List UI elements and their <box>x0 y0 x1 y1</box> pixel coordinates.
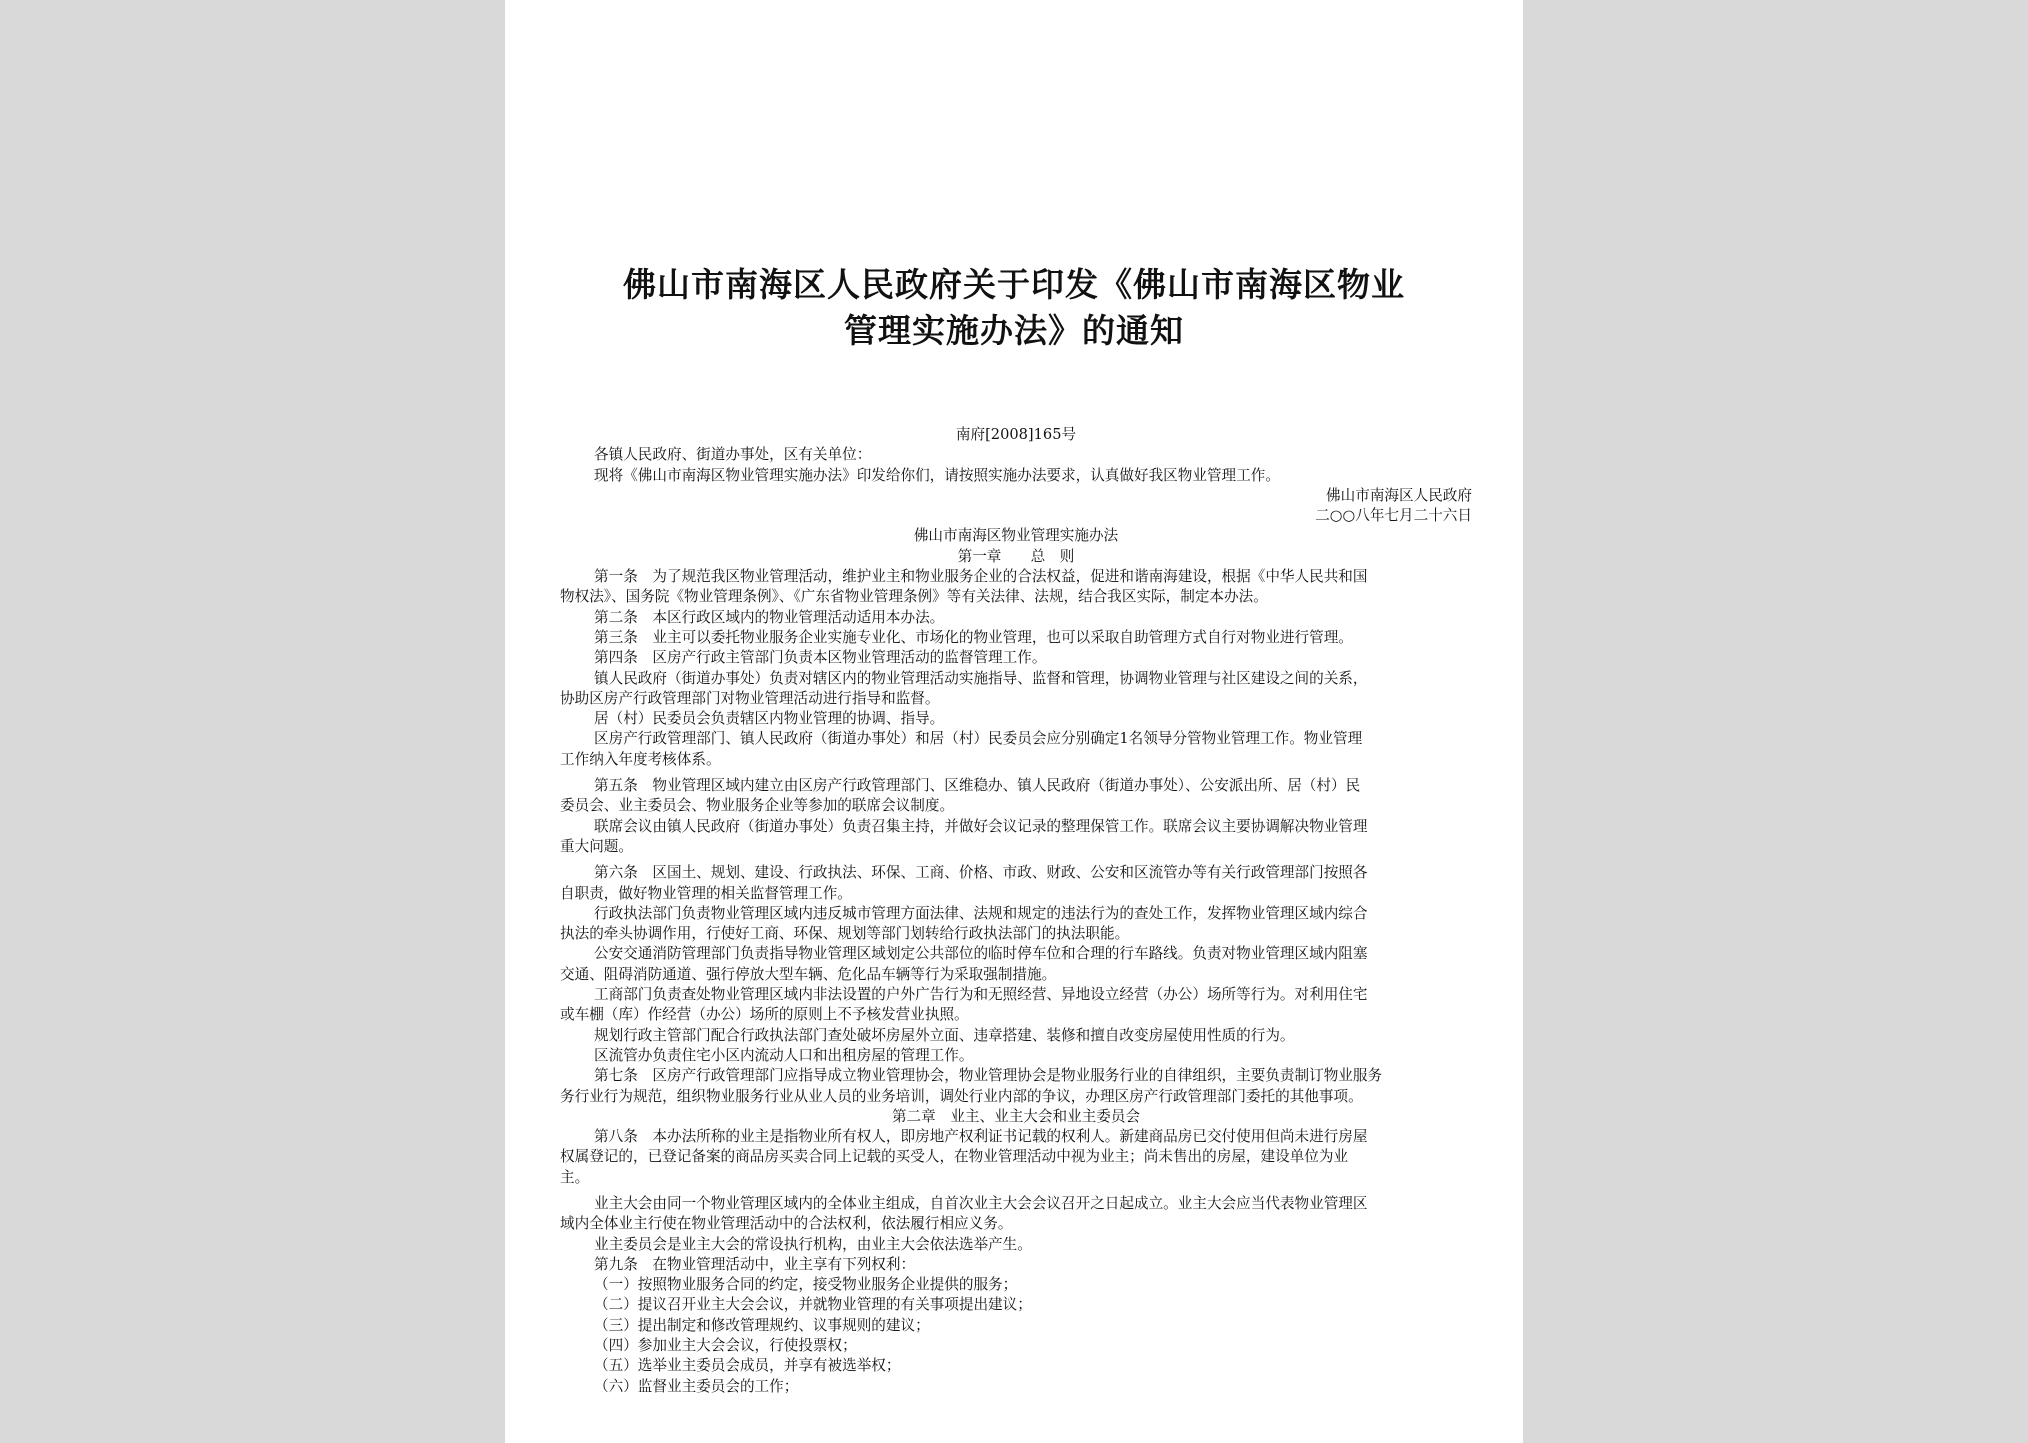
title-line-1: 佛山市南海区人民政府关于印发《佛山市南海区物业 <box>623 265 1405 304</box>
issuer: 佛山市南海区人民政府 <box>1326 486 1472 504</box>
body-line: 第七条 区房产行政管理部门应指导成立物业管理协会，物业管理协会是物业服务行业的自律组织，主要负责制订物业服务 <box>594 1067 1383 1085</box>
body-line: 区流管办负责住宅小区内流动人口和出租房屋的管理工作。 <box>594 1046 974 1064</box>
body-line: 或车棚（库）作经营（办公）场所的原则上不予核发营业执照。 <box>560 1006 969 1024</box>
document-page <box>505 0 1523 1443</box>
body-line: 自职责，做好物业管理的相关监督管理工作。 <box>560 884 852 902</box>
body-line: 第九条 在物业管理活动中，业主享有下列权利： <box>594 1255 916 1273</box>
body-line: 第八条 本办法所称的业主是指物业所有权人，即房地产权利证书记载的权利人。新建商品房已交付使用但尚未进行房屋 <box>594 1128 1368 1146</box>
body-line: 规划行政主管部门配合行政执法部门查处破坏房屋外立面、违章搭建、装修和擅自改变房屋使用性质的行为。 <box>594 1026 1295 1044</box>
document-body <box>560 425 1472 1397</box>
body-line: 协助区房产行政管理部门对物业管理活动进行指导和监督。 <box>560 689 940 707</box>
body-line: 第一条 为了规范我区物业管理活动，维护业主和物业服务企业的合法权益，促进和谐南海建设，根据《中华人民共和国 <box>594 568 1368 586</box>
list-item: （二）提议召开业主大会会议，并就物业管理的有关事项提出建议； <box>594 1296 1032 1314</box>
body-line: 重大问题。 <box>560 837 633 855</box>
list-item: （六）监督业主委员会的工作； <box>594 1377 799 1395</box>
body-line: 居（村）民委员会负责辖区内物业管理的协调、指导。 <box>594 710 945 728</box>
body-line: 工商部门负责查处物业管理区域内非法设置的户外广告行为和无照经营、异地设立经营（办公）场所等行为。对利用住宅 <box>594 986 1368 1004</box>
list-item: （三）提出制定和修改管理规约、议事规则的建议； <box>594 1316 930 1334</box>
body-line: 域内全体业主行使在物业管理活动中的合法权利，依法履行相应义务。 <box>560 1215 1013 1233</box>
body-line: 公安交通消防管理部门负责指导物业管理区域划定公共部位的临时停车位和合理的行车路线。负责对物业管理区域内阻塞 <box>594 945 1368 963</box>
title-line-2: 管理实施办法》的通知 <box>844 311 1184 350</box>
body-line: 执法的牵头协调作用，行使好工商、环保、规划等部门划转给行政执法部门的执法职能。 <box>560 925 1130 943</box>
list-item: （五）选举业主委员会成员，并享有被选举权； <box>594 1357 901 1375</box>
body-line: 区房产行政管理部门、镇人民政府（街道办事处）和居（村）民委员会应分别确定1名领导分管物业管理工作。物业管理 <box>594 730 1363 748</box>
body-line: 工作纳入年度考核体系。 <box>560 750 721 768</box>
document-title <box>505 262 1523 354</box>
chapter-2-title: 第二章 业主、业主大会和业主委员会 <box>891 1107 1141 1125</box>
body-line: 交通、阻碍消防通道、强行停放大型车辆、危化品车辆等行为采取强制措施。 <box>560 965 1057 983</box>
addressee: 各镇人民政府、街道办事处，区有关单位： <box>594 446 872 464</box>
body-line: 业主委员会是业主大会的常设执行机构，由业主大会依法选举产生。 <box>594 1235 1032 1253</box>
body-line: 第五条 物业管理区域内建立由区房产行政管理部门、区维稳办、镇人民政府（街道办事处）、公安派出所、居（村）民 <box>594 777 1361 795</box>
body-line: 镇人民政府（街道办事处）负责对辖区内的物业管理活动实施指导、监督和管理，协调物业管理与社区建设之间的关系， <box>594 669 1368 687</box>
body-line: 业主大会由同一个物业管理区域内的全体业主组成，自首次业主大会会议召开之日起成立。业主大会应当代表物业管理区 <box>594 1194 1368 1212</box>
body-line: 物权法》、国务院《物业管理条例》、《广东省物业管理条例》等有关法律、法规，结合我区实际，制定本办法。 <box>560 588 1268 606</box>
doc-number: 南府[2008]165号 <box>955 426 1077 443</box>
body-line: 第三条 业主可以委托物业服务企业实施专业化、市场化的物业管理，也可以采取自助管理方式自行对物业进行管理。 <box>594 628 1353 646</box>
issue-date: 二○○八年七月二十六日 <box>1315 507 1472 525</box>
body-line: 主。 <box>560 1168 590 1186</box>
body-line: 第四条 区房产行政主管部门负责本区物业管理活动的监督管理工作。 <box>594 649 1047 667</box>
body-line: 委员会、业主委员会、物业服务企业等参加的联席会议制度。 <box>560 797 955 815</box>
body-line: 第六条 区国土、规划、建设、行政执法、环保、工商、价格、市政、财政、公安和区流管办等有关行政管理部门按照各 <box>594 864 1368 882</box>
body-line: 行政执法部门负责物业管理区域内违反城市管理方面法律、法规和规定的违法行为的查处工作，发挥物业管理区域内综合 <box>594 904 1368 922</box>
body-line: 第二条 本区行政区域内的物业管理活动适用本办法。 <box>594 608 945 626</box>
body-line: 权属登记的，已登记备案的商品房买卖合同上记载的买受人，在物业管理活动中视为业主；尚未售出的房屋，建设单位为业 <box>560 1148 1349 1166</box>
body-line: 联席会议由镇人民政府（街道办事处）负责召集主持，并做好会议记录的整理保管工作。联席会议主要协调解决物业管理 <box>594 817 1368 835</box>
measures-title: 佛山市南海区物业管理实施办法 <box>913 527 1119 545</box>
list-item: （一）按照物业服务合同的约定，接受物业服务企业提供的服务； <box>594 1276 1018 1294</box>
chapter-1-title: 第一章 总 则 <box>957 547 1075 565</box>
notice-body: 现将《佛山市南海区物业管理实施办法》印发给你们，请按照实施办法要求，认真做好我区物业管理工作。 <box>594 466 1280 484</box>
body-line: 务行业行为规范，组织物业服务行业从业人员的业务培训，调处行业内部的争议，办理区房产行政管理部门委托的其他事项。 <box>560 1087 1363 1105</box>
list-item: （四）参加业主大会会议，行使投票权； <box>594 1337 857 1355</box>
